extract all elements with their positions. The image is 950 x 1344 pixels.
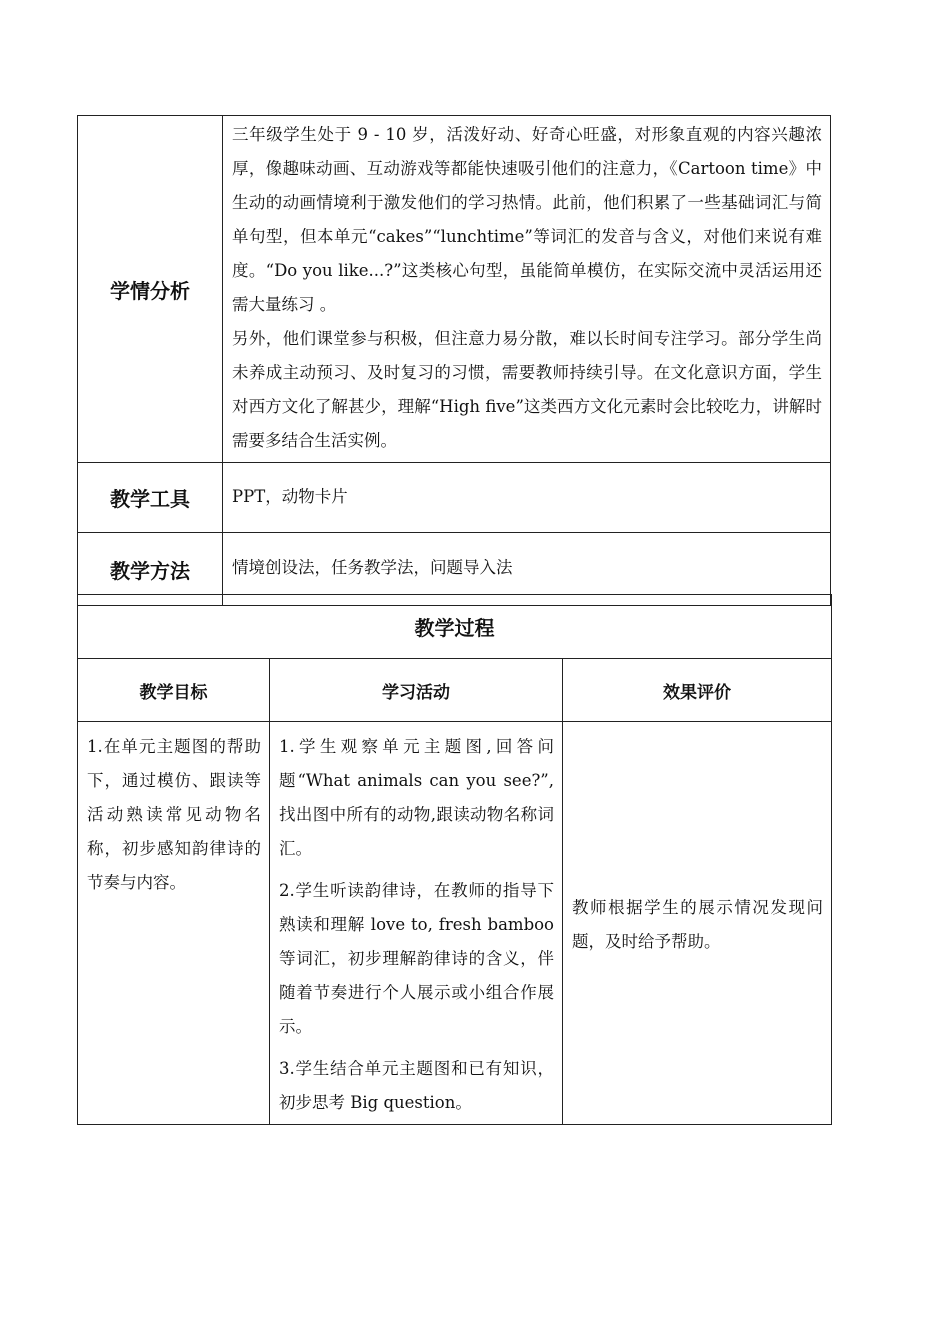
methods-value: 情境创设法，任务教学法，问题导入法 (223, 533, 831, 606)
activity-item-1: 1.学生观察单元主题图,回答问题“What animals can you see?”,找出图中所有的动物,跟读动物名称词汇。 (279, 737, 554, 858)
evaluation-cell: 教师根据学生的展示情况发现问题，及时给予帮助。 (563, 722, 832, 1125)
goal-cell: 1.在单元主题图的帮助下，通过模仿、跟读等活动熟读常见动物名称，初步感知韵律诗的节奏与内容。 (78, 722, 270, 1125)
header-goal: 教学目标 (78, 659, 270, 722)
info-table (77, 115, 831, 606)
activity-item-2: 2.学生听读韵律诗，在教师的指导下熟读和理解 love to, fresh bamboo 等词汇，初步理解韵律诗的含义，伴随着节奏进行个人展示或小组合作展示。 (279, 881, 554, 1036)
analysis-label: 学情分析 (78, 116, 223, 463)
analysis-paragraph-2: 另外，他们课堂参与积极，但注意力易分散，难以长时间专注学习。部分学生尚未养成主动预习、及时复习的习惯，需要教师持续引导。在文化意识方面，学生对西方文化了解甚少，理解“High five”这类西方文化元素时会比较吃力，讲解时需要多结合生活实例。 (232, 329, 822, 450)
methods-label: 教学方法 (78, 533, 223, 606)
process-title: 教学过程 (78, 595, 832, 659)
tools-value: PPT，动物卡片 (223, 463, 831, 533)
activities-cell (270, 722, 563, 1125)
analysis-paragraph-1: 三年级学生处于 9 - 10 岁，活泼好动、好奇心旺盛，对形象直观的内容兴趣浓厚，像趣味动画、互动游戏等都能快速吸引他们的注意力，《Cartoon time》中生动的动画情境利于激发他们的学习热情。此前，他们积累了一些基础词汇与简单句型，但本单元“cakes”“lunchtime”等词汇的发音与含义，对他们来说有难度。“Do you like...?”这类核心句型，虽能简单模仿，在实际交流中灵活运用还需大量练习 。 (232, 125, 822, 314)
process-title-row (78, 595, 832, 659)
process-header-row (78, 659, 832, 722)
process-table (77, 594, 832, 1125)
header-activity: 学习活动 (270, 659, 563, 722)
process-body-row (78, 722, 832, 1125)
tools-label: 教学工具 (78, 463, 223, 533)
analysis-row (78, 116, 831, 463)
activity-item-3: 3.学生结合单元主题图和已有知识，初步思考 Big question。 (279, 1059, 554, 1112)
tools-row (78, 463, 831, 533)
header-evaluation: 效果评价 (563, 659, 832, 722)
analysis-content (223, 116, 831, 463)
